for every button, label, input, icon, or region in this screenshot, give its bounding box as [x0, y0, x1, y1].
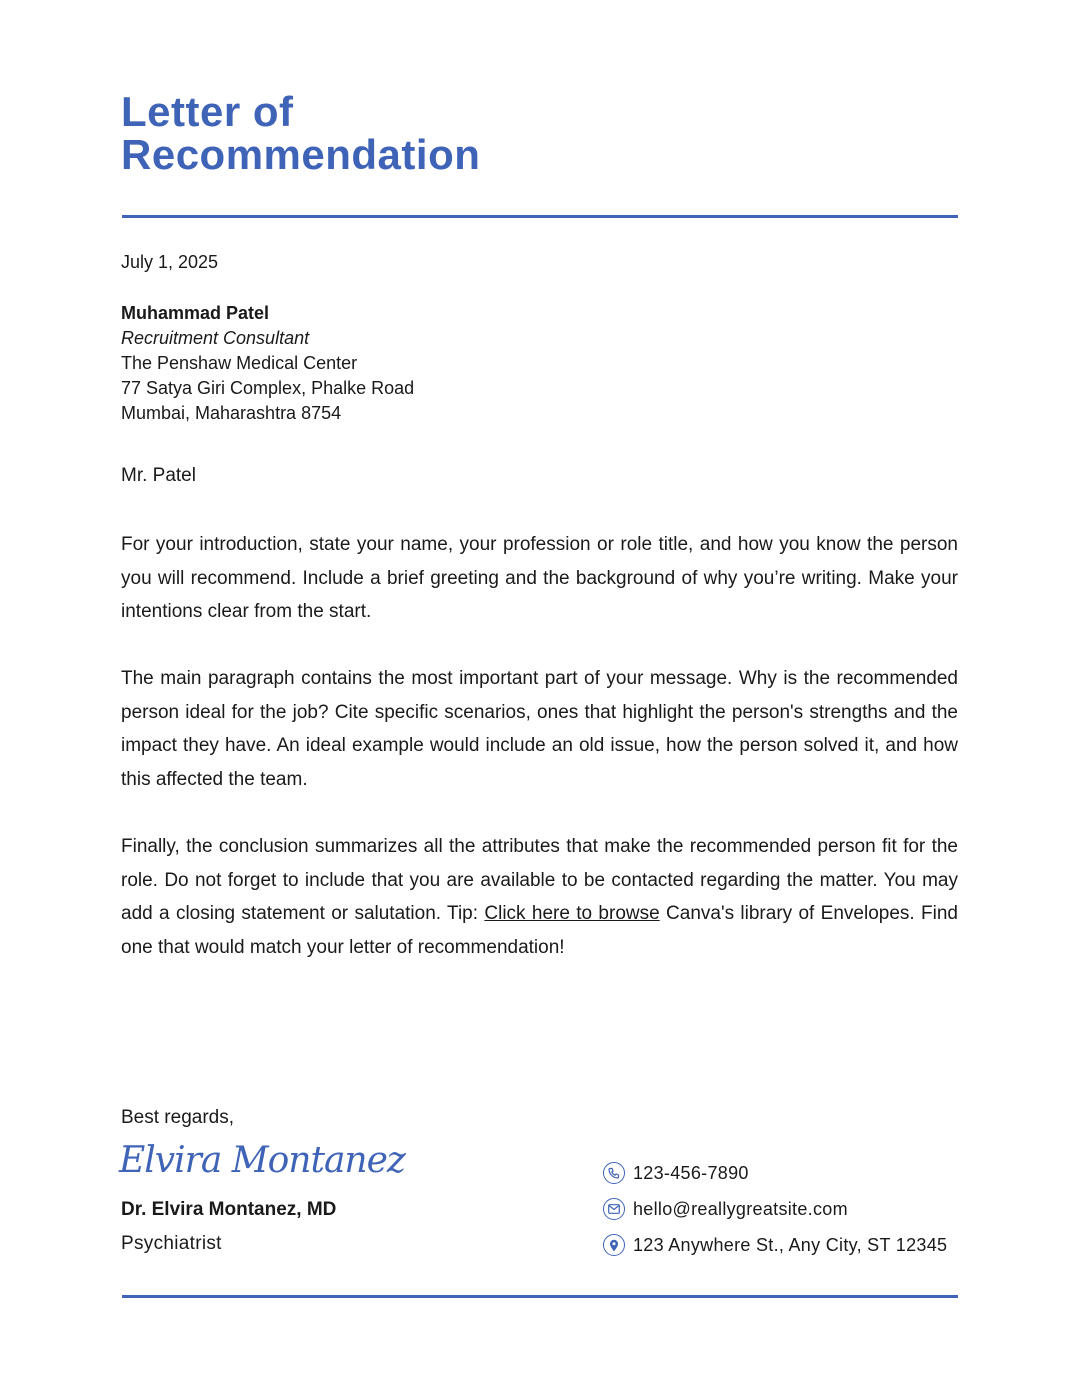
letter-date: July 1, 2025 [121, 252, 219, 272]
location-pin-icon [603, 1234, 625, 1256]
recipient-address-line2: Mumbai, Maharashtra 8754 [121, 403, 342, 423]
paragraph-main: The main paragraph contains the most important part of your message. Why is the recommended person ideal for the job? Cite specific scenarios, ones that highlight the person's strengths and the impact they have. An ideal example would include an old issue, how the person solved it, and how this affected the team. [121, 668, 958, 790]
email-address: hello@reallygreatsite.com [633, 1198, 848, 1219]
conclusion-text-end: Canva's library of Envelopes. Find one that would match your letter of recommendation! [121, 903, 958, 958]
recipient-role: Recruitment Consultant [121, 328, 310, 348]
title-line-1: Letter of [121, 88, 294, 135]
recipient-organization: The Penshaw Medical Center [121, 353, 358, 373]
phone-number: 123-456-7890 [633, 1162, 749, 1183]
page-title [121, 90, 480, 176]
top-divider [122, 215, 958, 218]
recipient-address-line1: 77 Satya Giri Complex, Phalke Road [121, 378, 415, 398]
contact-email [603, 1198, 848, 1220]
salutation: Mr. Patel [121, 465, 196, 486]
paragraph-conclusion [121, 830, 958, 964]
email-icon [603, 1198, 625, 1220]
contact-address [603, 1234, 947, 1256]
bottom-divider [122, 1295, 958, 1298]
signature: Elvira Montanez [119, 1140, 405, 1181]
contact-phone [603, 1162, 749, 1184]
recipient-block [121, 301, 414, 426]
title-line-2: Recommendation [121, 131, 481, 178]
recipient-name: Muhammad Patel [121, 303, 270, 323]
conclusion-text: Finally, the conclusion summarizes all the attributes that make the recommended person fit for the role. Do not forget to include that you are available to be contacted regarding the matter. You may add a closing statement or salutation. Tip: [121, 836, 958, 925]
sender-role: Psychiatrist [121, 1233, 222, 1254]
sender-name: Dr. Elvira Montanez, MD [121, 1199, 337, 1220]
browse-envelopes-link[interactable]: Click here to browse [484, 903, 660, 925]
phone-icon [603, 1162, 625, 1184]
street-address: 123 Anywhere St., Any City, ST 12345 [633, 1234, 948, 1255]
paragraph-intro: For your introduction, state your name, your profession or role title, and how you know the person you will recommend. Include a brief greeting and the background of why you’re writing. Make your intentions clear from the start. [121, 534, 958, 623]
closing: Best regards, [121, 1107, 234, 1128]
